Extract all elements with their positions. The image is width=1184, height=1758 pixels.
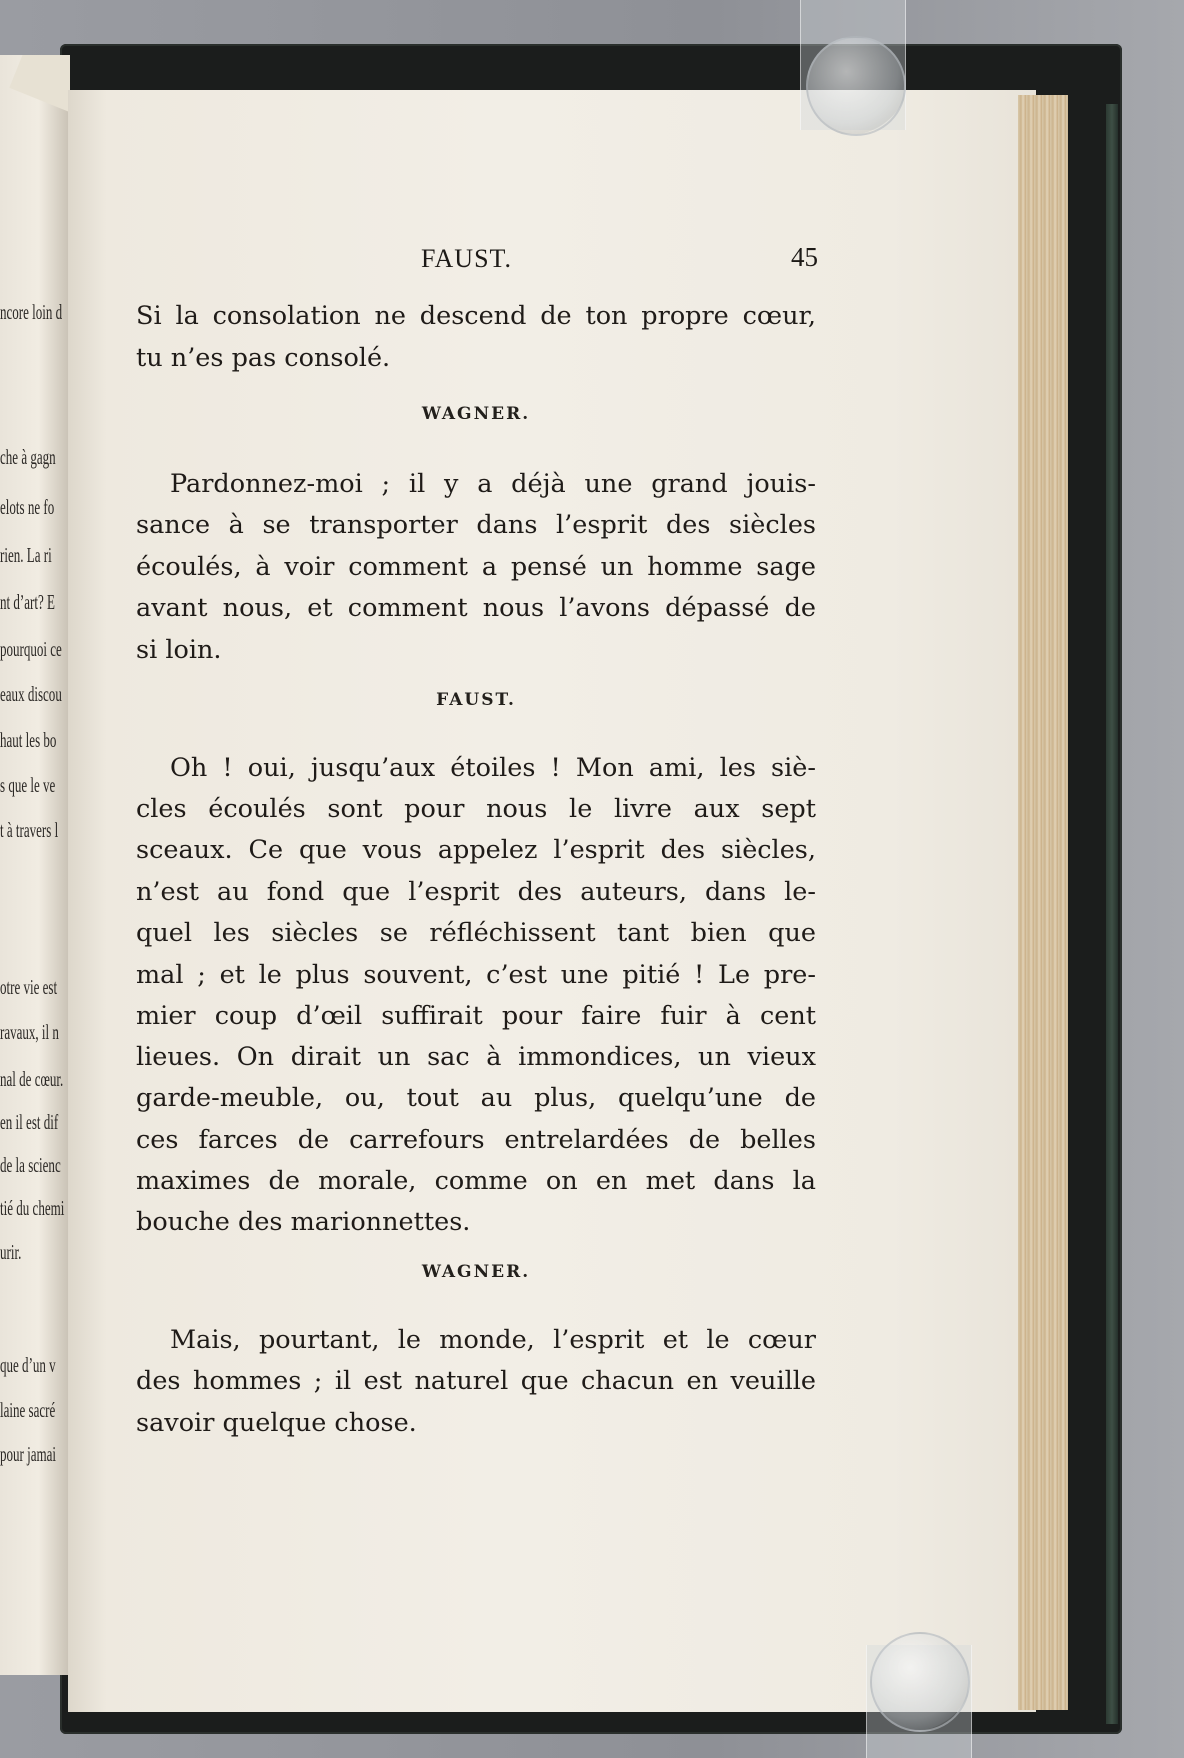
text-line: cles écoulés sont pour nous le livre aux sept <box>136 794 816 824</box>
text-line: ces farces de carrefours entrelardées de belles <box>136 1125 816 1155</box>
text-line: quel les siècles se réfléchissent tant bien que <box>136 918 816 948</box>
left-page-fragment: haut les bo <box>0 728 57 752</box>
page-number: 45 <box>791 242 818 272</box>
left-page-fragment: ncore loin d <box>0 300 63 324</box>
text-line: lieues. On dirait un sac à immondices, un vieux <box>136 1042 816 1072</box>
page-clip-bottom <box>870 1632 970 1732</box>
text-line: sance à se transporter dans l’esprit des siècles <box>136 510 816 540</box>
text-line: Si la consolation ne descend de ton propre cœur, <box>136 301 816 331</box>
text-line: garde-meuble, ou, tout au plus, quelqu’une de <box>136 1083 816 1113</box>
left-page-fragment: rien. La ri <box>0 543 52 567</box>
text-line: Pardonnez-moi ; il y a déjà une grand jouis- <box>170 469 816 499</box>
speaker-label: WAGNER. <box>421 404 531 424</box>
left-page-fragment: eaux discou <box>0 682 62 706</box>
page-block-edge <box>1018 95 1068 1710</box>
left-page-edge <box>0 55 70 1675</box>
text-line: si loin. <box>136 635 222 665</box>
left-page-fragment: t à travers l <box>0 818 59 842</box>
text-line: mal ; et le plus souvent, c’est une pitié ! Le pre- <box>136 960 816 990</box>
left-page-fragment: s que le ve <box>0 773 56 797</box>
left-page-fragment: che à gagn <box>0 445 56 469</box>
text-line: avant nous, et comment nous l’avons dépassé de <box>136 593 816 623</box>
left-page-fragment: elots ne fo <box>0 495 55 519</box>
text-line: Oh ! oui, jusqu’aux étoiles ! Mon ami, les siè- <box>170 753 816 783</box>
left-page-fragment: ravaux, il n <box>0 1020 59 1044</box>
left-page-fragment: en il est dif <box>0 1110 59 1134</box>
text-line: maximes de morale, comme on en met dans la <box>136 1166 816 1196</box>
left-page-fragment: laine sacré <box>0 1398 56 1422</box>
text-line: tu n’es pas consolé. <box>136 343 391 373</box>
running-head <box>136 244 816 280</box>
left-page-fragment: nal de cœur. <box>0 1067 64 1091</box>
text-line: des hommes ; il est naturel que chacun en veuille <box>136 1366 816 1396</box>
left-page-fragment: nt d’art? E <box>0 590 55 614</box>
text-line: savoir quelque chose. <box>136 1408 417 1438</box>
dog-ear <box>9 55 70 114</box>
running-title: FAUST. <box>421 244 512 273</box>
text-line: bouche des marionnettes. <box>136 1207 471 1237</box>
left-page-fragment: otre vie est <box>0 975 58 999</box>
text-line: mier coup d’œil suffirait pour faire fuir à cent <box>136 1001 816 1031</box>
left-page-fragment: de la scienc <box>0 1153 61 1177</box>
left-page-fragment: pourquoi ce <box>0 637 62 661</box>
text-line: écoulés, à voir comment a pensé un homme sage <box>136 552 816 582</box>
text-line: n’est au fond que l’esprit des auteurs, dans le- <box>136 877 816 907</box>
text-line: Mais, pourtant, le monde, l’esprit et le cœur <box>170 1325 816 1355</box>
left-page-fragment: pour jamai <box>0 1442 57 1466</box>
left-page-fragment: tié du chemi <box>0 1196 65 1220</box>
speaker-label: FAUST. <box>436 690 516 710</box>
text-line: sceaux. Ce que vous appelez l’esprit des siècles, <box>136 835 816 865</box>
left-page-fragment: que d’un v <box>0 1353 56 1377</box>
speaker-label: WAGNER. <box>421 1262 531 1282</box>
page-clip-top <box>806 36 906 136</box>
left-page-fragment: urir. <box>0 1240 22 1264</box>
cover-spine-edge <box>1106 104 1118 1724</box>
